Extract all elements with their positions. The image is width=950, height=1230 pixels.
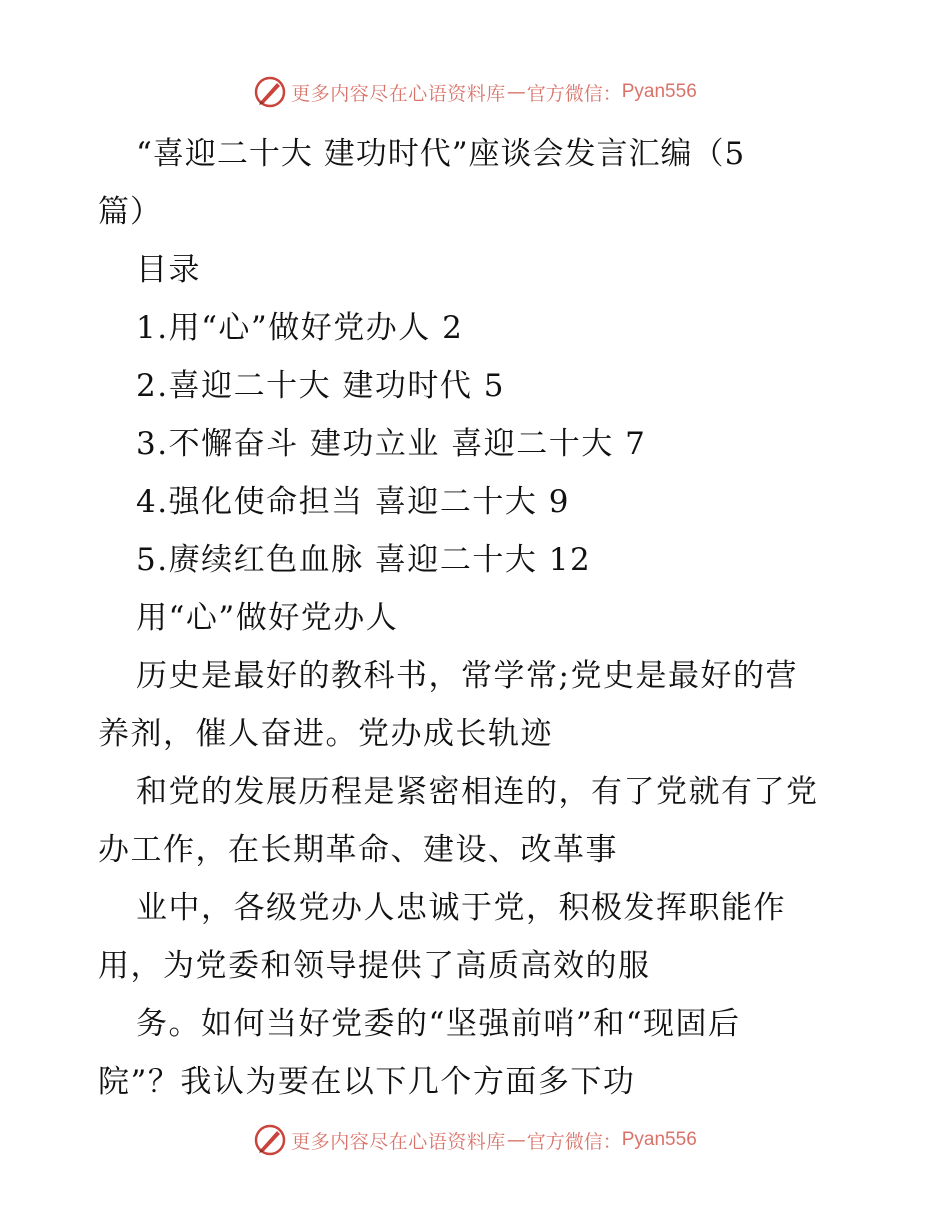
toc-item: 3.不懈奋斗 建功立业 喜迎二十大 7 <box>136 426 647 462</box>
banner-slogan: 更多内容尽在心语资料库 <box>291 1130 506 1153</box>
footer-banner <box>0 1120 950 1160</box>
paragraph-line: 办工作，在长期革命、建设、改革事 <box>98 832 618 868</box>
document-body <box>98 125 858 1111</box>
banner-wechat-label: 官方微信： <box>526 1130 622 1153</box>
header-banner <box>0 72 950 112</box>
banner-slogan: 更多内容尽在心语资料库 <box>291 82 506 105</box>
document-title-line-2: 篇） <box>98 194 162 230</box>
toc-item: 5.赓续红色血脉 喜迎二十大 12 <box>136 542 592 578</box>
banner-wechat-id: Pyan556 <box>621 81 697 102</box>
section-heading: 用“心”做好党办人 <box>136 600 399 636</box>
document-title-line-1: “喜迎二十大 建功时代”座谈会发言汇编（5 <box>136 136 746 172</box>
banner-wechat-label: 官方微信： <box>526 82 622 105</box>
banner-separator: — <box>506 81 526 103</box>
toc-item: 4.强化使命担当 喜迎二十大 9 <box>136 484 571 520</box>
toc-item: 2.喜迎二十大 建功时代 5 <box>136 368 506 404</box>
paragraph-line: 业中，各级党办人忠诚于党，积极发挥职能作 <box>136 890 786 926</box>
paragraph-line: 养剂，催人奋进。党办成长轨迹 <box>98 716 553 752</box>
paragraph-line: 院”？我认为要在以下几个方面多下功 <box>98 1064 636 1100</box>
pen-logo-icon <box>253 1123 287 1157</box>
toc-heading: 目录 <box>136 252 201 288</box>
banner-wechat-id: Pyan556 <box>621 1129 697 1150</box>
paragraph-line: 和党的发展历程是紧密相连的，有了党就有了党 <box>136 774 819 810</box>
banner-separator: — <box>506 1129 526 1151</box>
paragraph-line: 历史是最好的教科书，常学常;党史是最好的营 <box>136 658 798 694</box>
toc-item: 1.用“心”做好党办人 2 <box>136 310 464 346</box>
paragraph-line: 用，为党委和领导提供了高质高效的服 <box>98 948 651 984</box>
pen-logo-icon <box>253 75 287 109</box>
paragraph-line: 务。如何当好党委的“坚强前哨”和“现固后 <box>136 1006 741 1042</box>
